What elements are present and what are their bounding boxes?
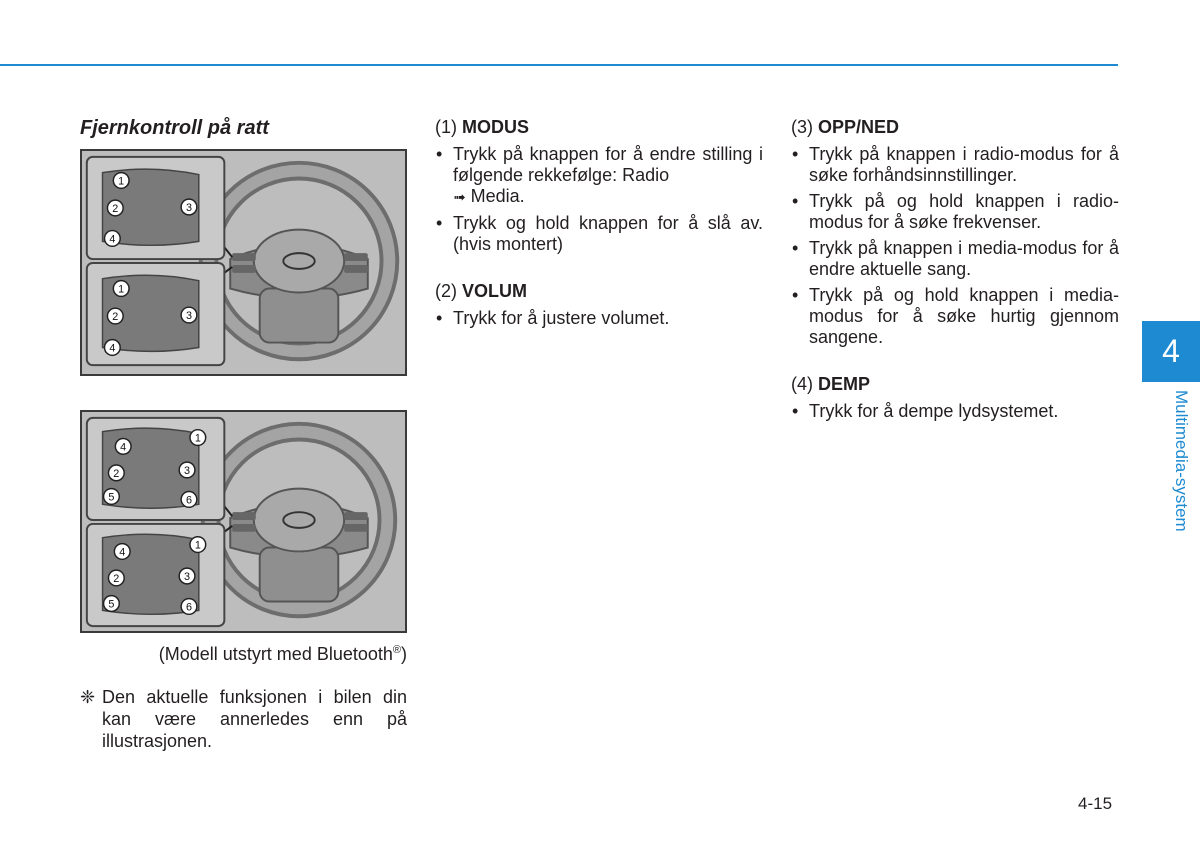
label-5-bottom: 5 (108, 598, 115, 611)
bullet-list (435, 308, 763, 329)
header-rule (0, 64, 1118, 66)
label-1-top: 1 (118, 175, 125, 188)
label-4-top: 4 (120, 441, 127, 454)
list-item: • Trykk for å justere volumet. (435, 308, 763, 329)
note (80, 686, 407, 752)
label-3-top: 3 (184, 464, 191, 477)
label-3-bottom: 3 (185, 309, 192, 322)
bullet-list (435, 144, 763, 255)
label-3-bottom: 3 (184, 570, 191, 583)
list-item: • Trykk på og hold knappen i media-modus for å søke hurtig gjennom sangene. (791, 285, 1119, 348)
label-1-bottom: 1 (194, 539, 201, 552)
column-middle (435, 117, 763, 355)
item-heading: (4) DEMP (791, 374, 871, 394)
page-number: 4-15 (1078, 794, 1113, 813)
list-item: • Trykk og hold knappen for å slå av. (hvis montert) (435, 213, 763, 255)
item-opp-ned (791, 117, 1119, 348)
label-6-bottom: 6 (185, 601, 193, 614)
label-1-bottom: 1 (118, 283, 125, 296)
steering-wheel-figure-2 (82, 412, 405, 631)
item-heading: (1) MODUS (435, 117, 530, 137)
list-item: • Trykk på og hold knappen i radio-modus for å søke frekvenser. (791, 191, 1119, 233)
label-2-top: 2 (113, 467, 120, 480)
label-3-top: 3 (185, 201, 192, 214)
item-heading: (2) VOLUM (435, 281, 528, 301)
section-title: Fjernkontroll på ratt (80, 117, 269, 139)
caption-text: (Modell utstyrt med Bluetooth (158, 644, 393, 664)
steering-wheel-illustration-bluetooth (80, 410, 407, 633)
label-6-top: 6 (185, 494, 193, 507)
label-1-top: 1 (194, 432, 201, 445)
list-item: • Trykk på knappen i radio-modus for å søke forhåndsinnstillinger. (791, 144, 1119, 186)
label-2-top: 2 (112, 202, 119, 215)
item-demp (791, 374, 1119, 422)
label-4-bottom: 4 (109, 342, 116, 355)
registered-mark: ® (392, 644, 401, 656)
item-modus (435, 117, 763, 255)
list-item: • Trykk for å dempe lydsystemet. (791, 401, 1119, 422)
chapter-tab: 4 (1142, 321, 1200, 382)
figure-caption (80, 644, 407, 665)
note-text: Den aktuelle funksjonen i bilen din kan være annerledes enn på illustrasjonen. (102, 687, 407, 751)
steering-wheel-figure-1 (82, 151, 405, 374)
label-5-top: 5 (108, 491, 115, 504)
label-4-bottom: 4 (119, 546, 126, 559)
label-4-top: 4 (109, 233, 116, 246)
caption-close: ) (401, 644, 407, 664)
item-heading: (3) OPP/NED (791, 117, 900, 137)
note-mark-icon: ❈ (80, 687, 96, 707)
label-2-bottom: 2 (113, 572, 120, 585)
chapter-label: Multimedia-system (1172, 390, 1191, 532)
item-volum (435, 281, 763, 329)
steering-wheel-illustration-basic (80, 149, 407, 376)
list-item: • Trykk på knappen i media-modus for å endre aktuelle sang. (791, 238, 1119, 280)
bullet-list (791, 401, 1119, 422)
arrow-icon: ➟ (453, 189, 466, 206)
bullet-list (791, 144, 1119, 348)
label-2-bottom: 2 (112, 310, 119, 323)
list-item: • Trykk på knappen for å endre stilling i følgende rekkefølge: Radio ➟ Media. (435, 144, 763, 208)
column-right (791, 117, 1119, 448)
